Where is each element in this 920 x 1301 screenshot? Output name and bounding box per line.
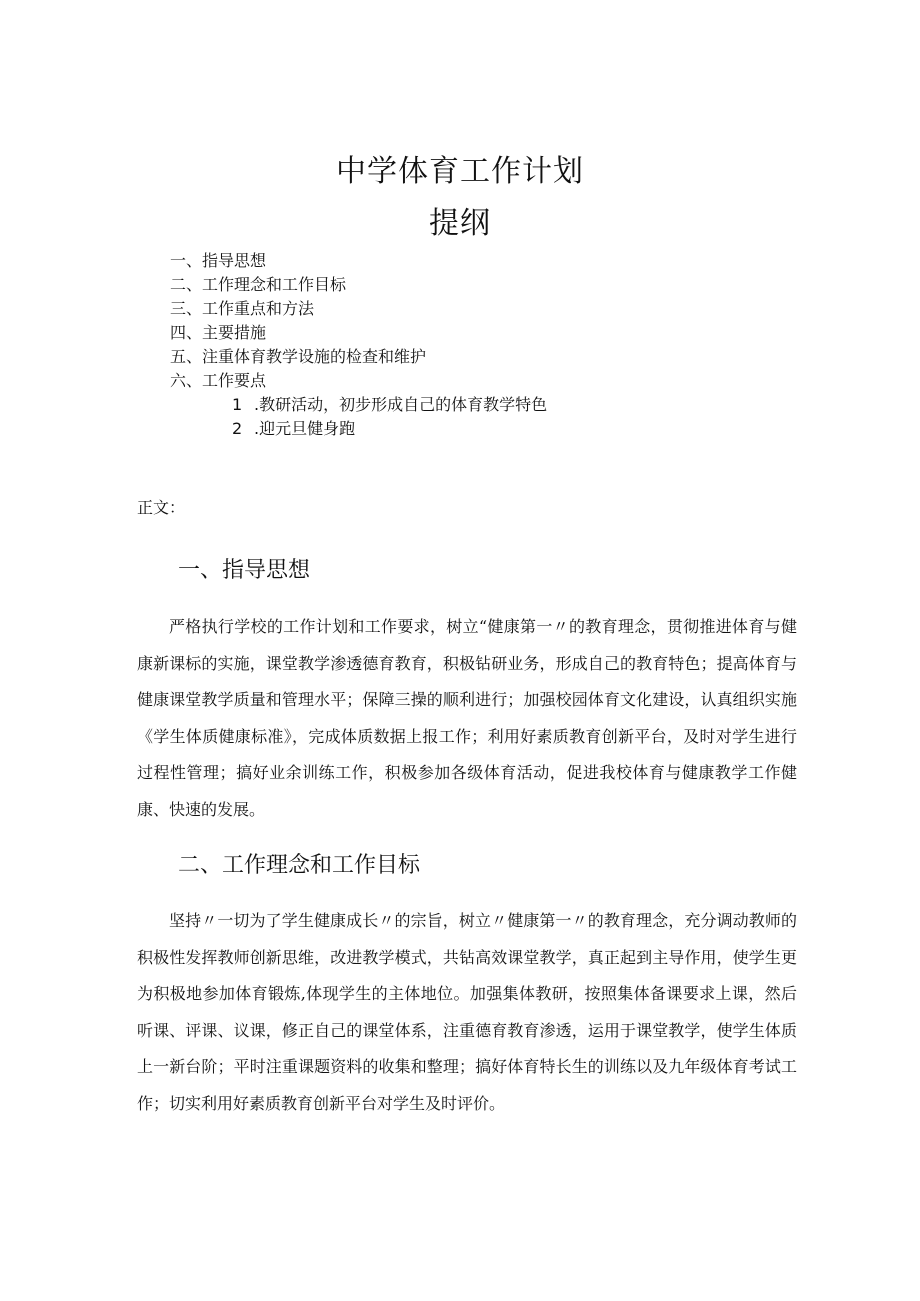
outline-list [170,249,547,441]
section-heading: 二、工作理念和工作目标 [178,853,421,878]
outline-item: 四、主要措施 [170,323,267,342]
outline-sub-text: .教研活动，初步形成自己的体育教学特色 [254,395,548,414]
outline-title: 提纲 [429,206,491,241]
outline-item: 三、工作重点和方法 [170,299,315,318]
section-paragraph: 严格执行学校的工作计划和工作要求，树立“健康第一〃的教育理念，贯彻推进体育与健康新课标的实施，课堂教学渗透德育教育，积极钻研业务，形成自己的教育特色；提高体育与健康课堂教学质量和管理水平；保障三操的顺利进行；加强校园体育文化建设，认真组织实施《学生体质健康标准》，完成体质数据上报工作；利用好素质教育创新平台，及时对学生进行过程性管理；搞好业余训练工作，积极参加各级体育活动，促进我校体育与健康教学工作健康、快速的发展。 [137,617,797,819]
outline-item: 六、工作要点 [170,371,267,390]
outline-sub-text: .迎元旦健身跑 [254,419,356,438]
document-title: 中学体育工作计划 [336,154,584,189]
outline-sub-number: 1 [232,395,243,414]
outline-sub-item [170,393,547,417]
outline-item: 二、工作理念和工作目标 [170,275,347,294]
outline-item: 五、注重体育教学设施的检查和维护 [170,347,427,366]
outline-sub-item [170,417,547,441]
outline-item: 一、指导思想 [170,251,267,270]
section-paragraph: 坚持〃一切为了学生健康成长〃的宗旨，树立〃健康第一〃的教育理念，充分调动教师的积极性发挥教师创新思维，改进教学模式，共钻高效课堂教学，真正起到主导作用，使学生更为积极地参加体育锻炼,体现学生的主体地位。加强集体教研，按照集体备课要求上课，然后听课、评课、议课，修正自己的课堂体系，注重德育教育渗透，运用于课堂教学，使学生体质上一新台阶；平时注重课题资料的收集和整理；搞好体育特长生的训练以及九年级体育考试工作；切实利用好素质教育创新平台对学生及时评价。 [137,911,797,1113]
section-heading: 一、指导思想 [178,558,311,583]
outline-sub-number: 2 [232,419,243,438]
body-label: 正文： [137,498,186,517]
